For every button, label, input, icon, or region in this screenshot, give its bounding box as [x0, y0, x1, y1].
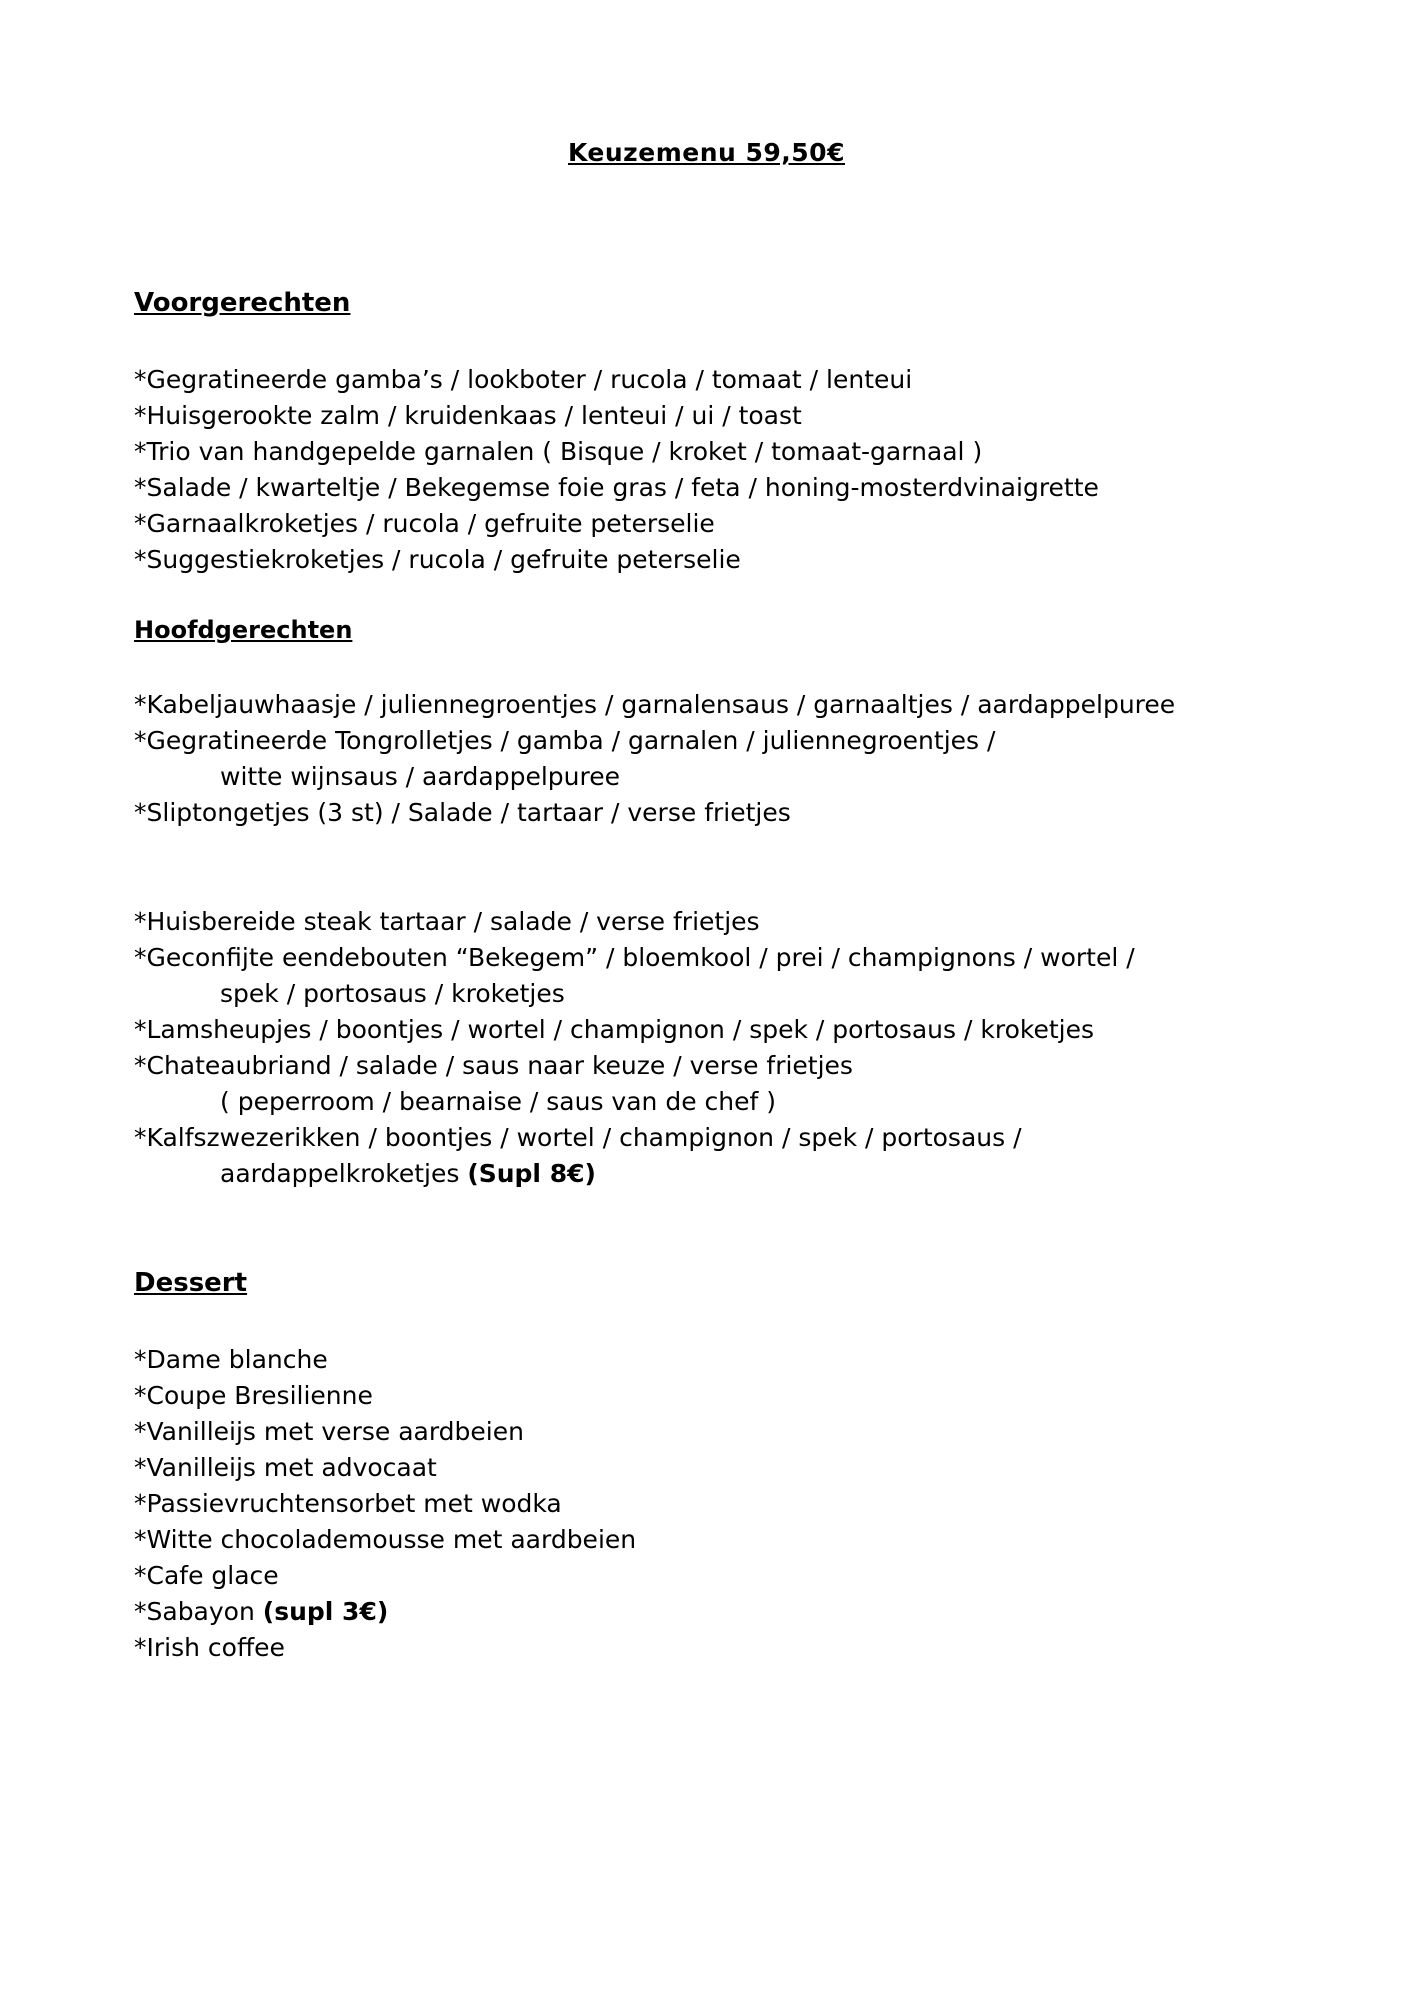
supplement-price: (Supl 8€)	[467, 1159, 596, 1188]
voorgerechten-list	[134, 362, 1099, 578]
list-item: *Sliptongetjes (3 st) / Salade / tartaar / verse frietjes	[134, 798, 791, 827]
list-item-continuation	[134, 1156, 1135, 1192]
item-text: *Sabayon	[134, 1597, 255, 1626]
list-item: *Salade / kwarteltje / Bekegemse foie gras / feta / honing-mosterdvinaigrette	[134, 473, 1099, 502]
section-heading-dessert: Dessert	[134, 1268, 248, 1298]
list-item: *Huisgerookte zalm / kruidenkaas / lenteui / ui / toast	[134, 401, 802, 430]
list-item: *Gegratineerde Tongrolletjes / gamba / garnalen / juliennegroentjes /	[134, 726, 996, 755]
list-item: *Suggestiekroketjes / rucola / gefruite peterselie	[134, 545, 741, 574]
item-text: aardappelkroketjes	[220, 1159, 460, 1188]
list-item	[134, 1594, 636, 1630]
page-title: Keuzemenu 59,50€	[568, 138, 845, 167]
section-heading-voorgerechten: Voorgerechten	[134, 288, 351, 318]
list-item-continuation: ( peperroom / bearnaise / saus van de chef )	[220, 1087, 777, 1116]
list-item-continuation: witte wijnsaus / aardappelpuree	[220, 762, 620, 791]
list-item: *Garnaalkroketjes / rucola / gefruite peterselie	[134, 509, 715, 538]
list-item: *Cafe glace	[134, 1561, 279, 1590]
hoofdgerechten-list-1	[134, 687, 1175, 831]
list-item: *Coupe Bresilienne	[134, 1381, 373, 1410]
list-item: *Gegratineerde gamba’s / lookboter / rucola / tomaat / lenteui	[134, 365, 913, 394]
list-item: *Vanilleijs met verse aardbeien	[134, 1417, 524, 1446]
dessert-list	[134, 1342, 636, 1666]
list-item: *Vanilleijs met advocaat	[134, 1453, 437, 1482]
hoofdgerechten-list-2	[134, 904, 1135, 1192]
list-item: *Huisbereide steak tartaar / salade / verse frietjes	[134, 907, 760, 936]
list-item: *Irish coffee	[134, 1633, 285, 1662]
list-item: *Geconfijte eendebouten “Bekegem” / bloemkool / prei / champignons / wortel /	[134, 943, 1135, 972]
list-item: *Kabeljauwhaasje / juliennegroentjes / garnalensaus / garnaaltjes / aardappelpuree	[134, 690, 1176, 719]
list-item: *Lamsheupjes / boontjes / wortel / champignon / spek / portosaus / kroketjes	[134, 1015, 1094, 1044]
list-item: *Kalfszwezerikken / boontjes / wortel / champignon / spek / portosaus /	[134, 1123, 1022, 1152]
list-item: *Trio van handgepelde garnalen ( Bisque / kroket / tomaat-garnaal )	[134, 437, 983, 466]
section-heading-hoofdgerechten: Hoofdgerechten	[134, 616, 353, 644]
list-item: *Passievruchtensorbet met wodka	[134, 1489, 562, 1518]
list-item-continuation: spek / portosaus / kroketjes	[220, 979, 565, 1008]
list-item: *Chateaubriand / salade / saus naar keuze / verse frietjes	[134, 1051, 853, 1080]
supplement-price: (supl 3€)	[262, 1597, 389, 1626]
list-item: *Dame blanche	[134, 1345, 328, 1374]
list-item: *Witte chocolademousse met aardbeien	[134, 1525, 637, 1554]
